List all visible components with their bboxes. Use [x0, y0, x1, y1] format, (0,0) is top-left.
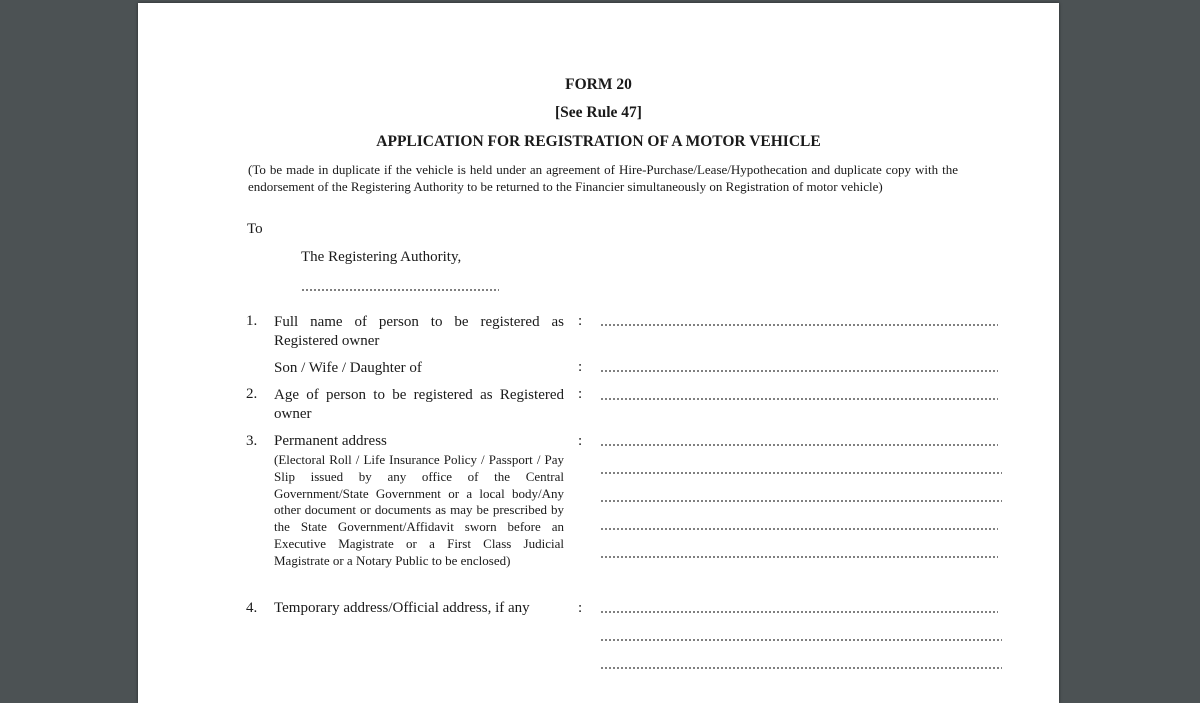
addressee-field[interactable]	[301, 289, 499, 291]
permanent-address-line-2[interactable]	[600, 472, 1002, 474]
field-2-label: Age of person to be registered as Registered owner	[274, 387, 564, 422]
rule-reference: [See Rule 47]	[555, 104, 642, 121]
permanent-address-line-3[interactable]	[600, 500, 1002, 502]
field-4-label: Temporary address/Official address, if any	[274, 600, 530, 616]
field-1-label: Full name of person to be registered as Registered owner	[274, 314, 564, 349]
field-1-number: 1.	[246, 313, 258, 329]
full-name-field[interactable]	[600, 324, 998, 326]
to-label: To	[247, 221, 263, 237]
field-1b-colon: :	[578, 359, 583, 375]
permanent-address-line-4[interactable]	[600, 528, 998, 530]
field-3-number: 3.	[246, 433, 258, 449]
field-2-number: 2.	[246, 386, 258, 402]
addressee: The Registering Authority,	[301, 249, 462, 265]
field-4-number: 4.	[246, 600, 258, 616]
form-instructions: (To be made in duplicate if the vehicle is held under an agreement of Hire-Purchase/Lease/Hypothecation and duplicate copy with the endorsement of the Registering Authority to be returned to the Financier simultaneously on Registration of motor vehicle)	[248, 162, 958, 194]
form-number: FORM 20	[565, 76, 632, 93]
field-3-colon: :	[578, 433, 583, 449]
form-heading: APPLICATION FOR REGISTRATION OF A MOTOR VEHICLE	[376, 133, 821, 150]
document-page	[138, 3, 1059, 703]
field-3-note: (Electoral Roll / Life Insurance Policy / Passport / Pay Slip issued by any office of the Central Government/State Government or a local body/Any other document or documents as may be prescribed by the State Government/Affidavit sworn before an Executive Magistrate or a First Class Judicial Magistrate or a Notary Public to be enclosed)	[274, 452, 564, 568]
temporary-address-line-1[interactable]	[600, 611, 998, 613]
permanent-address-line-5[interactable]	[600, 556, 998, 558]
field-1b-label: Son / Wife / Daughter of	[274, 360, 422, 376]
permanent-address-line-1[interactable]	[600, 444, 998, 446]
field-3-label: Permanent address	[274, 433, 387, 449]
temporary-address-line-2[interactable]	[600, 639, 1002, 641]
field-2-colon: :	[578, 386, 583, 402]
field-1-colon: :	[578, 313, 583, 329]
relation-of-field[interactable]	[600, 370, 998, 372]
age-field[interactable]	[600, 398, 998, 400]
field-4-colon: :	[578, 600, 583, 616]
temporary-address-line-3[interactable]	[600, 667, 1002, 669]
